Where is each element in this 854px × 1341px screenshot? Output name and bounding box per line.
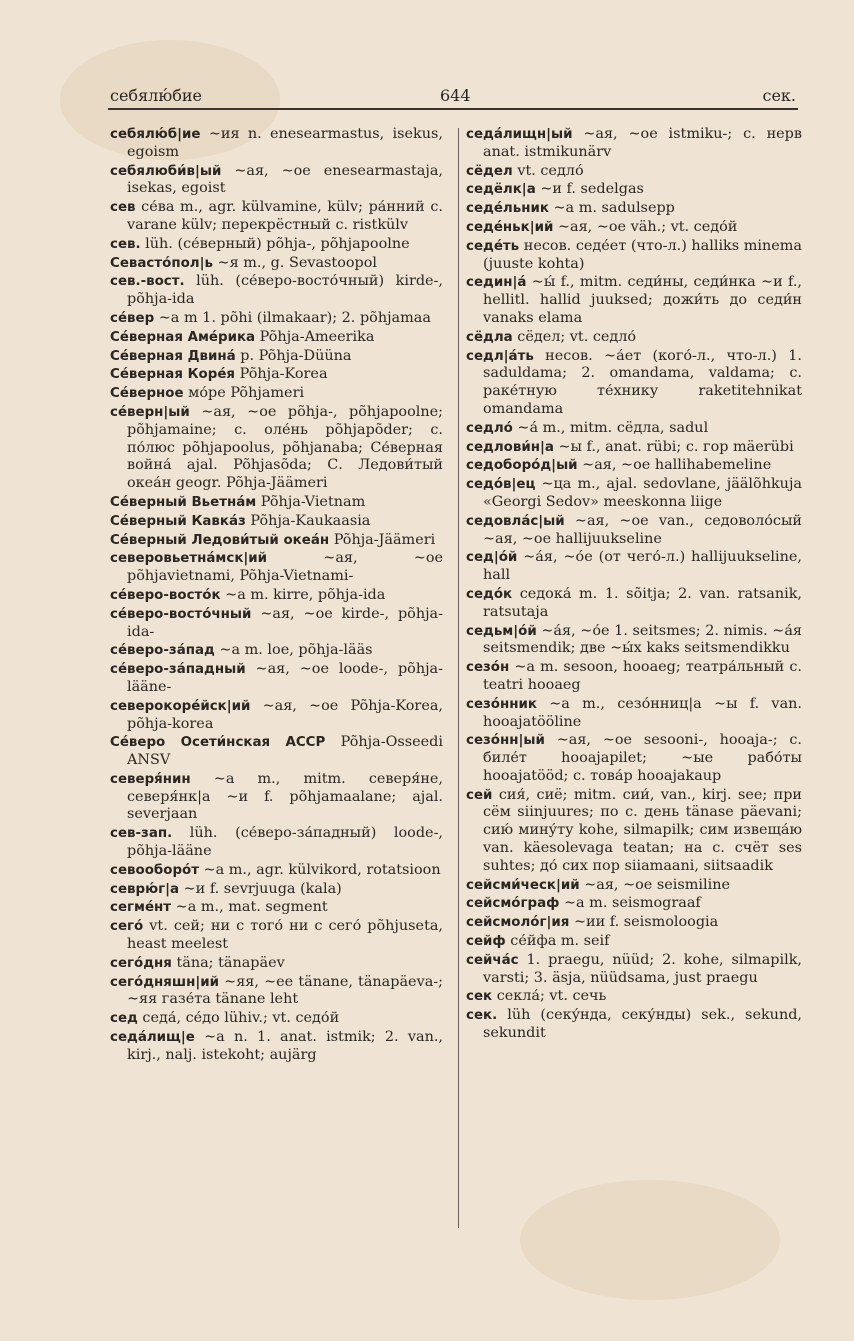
dictionary-entry [466, 623, 802, 659]
entry-definition: ∼а m. sadulsepp [553, 200, 675, 217]
entry-definition: ∼ая, ∼ое Põhja-Korea, põhja-korea [127, 697, 443, 732]
entry-headword: севооборо́т [110, 862, 199, 878]
dictionary-entry [466, 219, 802, 237]
entry-definition: täna; tänapäev [176, 954, 285, 971]
dictionary-entry [110, 385, 443, 403]
entry-definition: седа́, се́до lühiv.; vt. седо́й [142, 1010, 340, 1027]
entry-headword: северокоре́йск|ий [110, 698, 251, 714]
dictionary-entry [110, 734, 443, 770]
dictionary-entry [110, 550, 443, 586]
entry-definition: ∼а́я, ∼о́е 1. seitsmes; 2. nimis. ∼а́я seitsmendik; две ∼ы́х kaks seitsmendikku [483, 622, 803, 657]
dictionary-entry [466, 329, 802, 347]
entry-definition: ∼ы f., anat. rübi; с. гор mäerübi [558, 438, 794, 455]
dictionary-entry [110, 273, 443, 309]
entry-definition: ∼а m., mitm. северя́не, северя́нк|а ∼и f. põhjamaalane; ajal. severjaan [127, 770, 443, 823]
entry-definition: ∼ая, ∼ое istmiku-; с. нерв anat. istmikunärv [483, 126, 802, 160]
dictionary-entry [110, 974, 443, 1010]
entry-headword: сед|о́й [466, 550, 518, 566]
entry-headword: седёлк|а [466, 182, 536, 198]
entry-headword: Се́веро Осети́нская АССР [110, 735, 326, 751]
dictionary-entry [110, 236, 443, 254]
entry-definition: ∼ая, ∼ое põhja-, põhjapoolne; põhjamaine; с. оле́нь põhjapõder; с. по́люс põhjapoolus, põhjanaba; Се́верная война́ ajal. Põhjasõda; С. Ледови́тый океа́н geogr. Põhja-Jäämeri [127, 403, 443, 492]
entry-definition: Põhja-Vietnam [260, 493, 366, 510]
dictionary-entry [110, 587, 443, 605]
dictionary-entry [466, 914, 802, 932]
dictionary-entry [110, 955, 443, 973]
entry-headword: седо́в|ец [466, 477, 536, 493]
entry-definition: се́ва m., agr. külvamine, külv; ра́нний с. varane külv; перекрёстный с. ristkülv [127, 199, 444, 233]
dictionary-entry [110, 771, 443, 824]
dictionary-entry [110, 329, 443, 347]
entry-headword: Се́верный Ледови́тый океа́н [110, 532, 330, 548]
entry-headword: себялюби́в|ый [110, 163, 222, 179]
entry-headword: сезо́нник [466, 696, 537, 712]
entry-definition: несов. ∼а́ет (кого́-л., что-л.) 1. saduldama; 2. omandama, valdama; с. раке́тную те́хнику raketitehnikat omandama [483, 347, 802, 417]
entry-headword: Се́верная Аме́рика [110, 329, 256, 345]
entry-definition: ∼ая, ∼ое hallihabemeline [582, 457, 772, 474]
entry-definition: ∼а m 1. põhi (ilmakaar); 2. põhjamaa [158, 309, 431, 326]
dictionary-entry [110, 899, 443, 917]
dictionary-entry [466, 420, 802, 438]
entry-headword: сев-зап. [110, 826, 173, 842]
dictionary-entry [466, 586, 802, 622]
entry-definition: ∼а́ m., mitm. сёдла, sadul [517, 419, 709, 436]
entry-definition: сёдел; vt. седло́ [517, 328, 637, 345]
entry-definition: ∼яя, ∼ее tänane, tänapäeva-; ∼яя газе́та tänane leht [127, 973, 443, 1008]
entry-definition: lüh. (се́веро-за́падный) loode-, põhja-lääne [127, 825, 444, 860]
entry-headword: Се́верный Вьетна́м [110, 494, 257, 510]
dictionary-entry [110, 862, 443, 880]
dictionary-entry [466, 877, 802, 895]
entry-headword: Севасто́пол|ь [110, 255, 213, 271]
entry-definition: ∼ая, ∼ое kirde-, põhja-ida- [127, 605, 443, 640]
dictionary-entry [466, 274, 802, 327]
entry-headword: сейсмоло́г|ия [466, 915, 570, 931]
entry-headword: сейсмо́граф [466, 896, 560, 912]
dictionary-entry [110, 348, 443, 366]
entry-headword: сегме́нт [110, 900, 172, 916]
dictionary-entry [110, 606, 443, 642]
entry-definition: ∼а́я, ∼о́е (от чего́-л.) hallijuukseline, hall [483, 549, 802, 584]
entry-definition: ∼а m. loe, põhja-lääs [219, 642, 373, 659]
dictionary-entry [466, 348, 802, 419]
dictionary-entry [110, 494, 443, 512]
entry-headword: сек. [466, 1008, 498, 1024]
entry-definition: ∼ая, ∼ое enesearmastaja, isekas, egoist [127, 162, 443, 197]
entry-headword: Се́верная Коре́я [110, 367, 236, 383]
entry-definition: ∼ия n. enesearmastus, isekus, egoism [127, 126, 444, 160]
entry-definition: се́йфа m. seif [510, 933, 610, 950]
entry-headword: сей [466, 787, 493, 803]
entry-headword: се́верн|ый [110, 404, 190, 420]
entry-headword: седин|а́ [466, 275, 527, 291]
page-number: 644 [440, 86, 471, 105]
dictionary-entry [110, 513, 443, 531]
entry-headword: сего́дня [110, 955, 172, 971]
entry-headword: се́веро-за́падный [110, 662, 246, 678]
dictionary-entry [110, 825, 443, 861]
entry-headword: себялю́б|ие [110, 127, 201, 142]
entry-definition: Põhja-Korea [239, 366, 328, 383]
entry-definition: Põhja-Jäämeri [333, 531, 436, 548]
entry-definition: ∼ая, ∼ое seismiline [584, 876, 731, 893]
entry-headword: севрю́г|а [110, 881, 180, 897]
entry-headword: сего́ [110, 919, 144, 935]
dictionary-entry [466, 126, 802, 162]
entry-headword: седе́ньк|ий [466, 219, 554, 235]
entry-definition: ∼ца m., ajal. sedovlane, jäälõhkuja «Georgi Sedov» meeskonna liige [483, 476, 802, 510]
dictionary-entry [466, 952, 802, 988]
dictionary-entry [466, 549, 802, 585]
dictionary-entry [110, 881, 443, 899]
dictionary-entry [466, 787, 802, 876]
entry-definition: lüh. (се́веро-восто́чный) kirde-, põhja-ida [127, 273, 443, 308]
left-column [110, 126, 443, 1066]
entry-definition: p. Põhja-Düüna [240, 347, 352, 364]
dictionary-entry [110, 698, 443, 734]
entry-headword: седоборо́д|ый [466, 458, 578, 474]
entry-headword: сев.-вост. [110, 274, 185, 290]
entry-headword: сек [466, 989, 493, 1005]
entry-headword: северя́нин [110, 771, 191, 787]
entry-headword: Се́верный Кавка́з [110, 513, 246, 529]
dictionary-entry [110, 918, 443, 954]
header-guide-word-left: себялю́бие [110, 86, 203, 105]
entry-definition: ∼а m. seismograaf [563, 895, 701, 912]
entry-definition: Põhja-Kaukaasia [250, 512, 371, 529]
entry-definition: ∼ая, ∼ое sesooni-, hooaja-; с. биле́т hooajapilet; ∼ые рабо́ты hooajatööd; с. това́р hooajakaup [483, 732, 803, 784]
entry-headword: сёдел [466, 163, 513, 179]
dictionary-entry [110, 642, 443, 660]
right-column [466, 126, 802, 1044]
entry-definition: Põhja-Ameerika [259, 328, 375, 345]
entry-headword: сезо́нн|ый [466, 733, 545, 749]
entry-headword: седло́ [466, 420, 513, 436]
entry-definition: ∼ая, ∼ое loode-, põhja-lääne- [127, 661, 443, 695]
entry-headword: седовла́с|ый [466, 513, 565, 529]
dictionary-entry [466, 732, 802, 785]
page-header [110, 86, 796, 108]
entry-headword: сев. [110, 236, 141, 252]
entry-definition: lüh. (се́верный) põhja-, põhjapoolne [145, 235, 410, 252]
entry-headword: северовьетна́мск|ий [110, 551, 268, 567]
entry-definition: ∼ая, ∼ое põhjavietnami, Põhja-Vietnami- [127, 550, 443, 585]
entry-definition: ∼и f. sedelgas [540, 181, 644, 198]
dictionary-entry [110, 255, 443, 273]
entry-headword: седо́к [466, 586, 513, 602]
entry-definition: ∼ы́ f., mitm. седи́ны, седи́нка ∼и f., hellitl. hallid juuksed; дожи́ть до седи́н vanaks elama [483, 274, 803, 326]
header-guide-word-right: сек. [762, 86, 796, 105]
entry-headword: сезо́н [466, 660, 510, 676]
dictionary-entry [466, 1007, 802, 1043]
dictionary-entry [466, 696, 802, 732]
dictionary-entry [110, 404, 443, 493]
entry-definition: ∼а n. 1. anat. istmik; 2. van., kirj., nalj. istekoht; aujärg [127, 1029, 443, 1063]
entry-definition: 1. praegu, nüüd; 2. kohe, silmapilk, varsti; 3. äsja, nüüdsama, just praegu [483, 951, 802, 986]
dictionary-entry [466, 476, 802, 512]
dictionary-entry [110, 163, 443, 199]
entry-definition: ∼я m., g. Sevastoopol [217, 254, 378, 271]
dictionary-entry [110, 1029, 443, 1065]
column-divider [458, 128, 459, 1228]
dictionary-entry [110, 532, 443, 550]
entry-definition: vt. седло́ [517, 162, 584, 179]
entry-definition: ∼а m. sesoon, hooaeg; театра́льный с. teatri hooaeg [483, 659, 803, 693]
entry-definition: ∼а m. kirre, põhja-ida [225, 586, 386, 603]
entry-headword: седа́лищ|е [110, 1030, 195, 1046]
entry-definition: ∼а m., mat. segment [175, 899, 328, 916]
entry-definition: ∼а m., сезо́нниц|а ∼ы f. van. hooajatööline [483, 695, 802, 730]
dictionary-entry [466, 895, 802, 913]
dictionary-entry [110, 310, 443, 328]
dictionary-entry [466, 238, 802, 274]
entry-definition: ∼и f. sevrjuuga (kala) [183, 880, 342, 897]
dictionary-entry [110, 366, 443, 384]
entry-definition: Põhja-Osseedi ANSV [127, 734, 443, 769]
dictionary-entry [466, 181, 802, 199]
dictionary-entry [466, 457, 802, 475]
entry-headword: сего́дняшн|ий [110, 974, 220, 990]
entry-headword: се́веро-восто́чный [110, 606, 252, 622]
header-rule [108, 108, 798, 110]
entry-definition: ∼а m., agr. külvikord, rotatsioon [203, 861, 441, 878]
entry-headword: сёдла [466, 329, 513, 345]
entry-definition: ∼ии f. seismoloogia [573, 914, 719, 931]
entry-headword: се́вер [110, 310, 155, 326]
entry-definition: сия́, сиё; mitm. сии́, van., kirj. see; при сём siinjuures; по с. день tänase päevani; сию́ мину́ту kohe, silmapilk; сим извеща́ю van. käesolevaga teatan; на с. счёт ses suhtes; до́ сих пор siiamaani, siitsaadik [483, 786, 803, 874]
entry-headword: седе́льник [466, 201, 549, 217]
entry-definition: секла́; vt. сечь [496, 988, 607, 1005]
entry-definition: vt. сей; ни с того́ ни с сего́ põhjuseta, heast meelest [127, 918, 444, 953]
paper-stain [520, 1180, 780, 1300]
dictionary-entry [110, 126, 443, 162]
entry-definition: несов. седе́ет (что-л.) halliks minema (juuste kohta) [483, 237, 803, 272]
entry-headword: седл|а́ть [466, 348, 534, 364]
entry-definition: ∼ая, ∼ое väh.; vt. седо́й [557, 218, 738, 235]
entry-headword: се́веро-за́пад [110, 643, 215, 659]
entry-headword: седьм|о́й [466, 623, 537, 639]
entry-headword: Се́верное [110, 386, 184, 402]
entry-headword: седлови́н|а [466, 439, 554, 455]
entry-headword: седа́лищн|ый [466, 127, 573, 142]
entry-headword: се́веро-восто́к [110, 587, 221, 603]
entry-headword: сейча́с [466, 952, 519, 968]
dictionary-entry [110, 661, 443, 697]
dictionary-entry [466, 439, 802, 457]
entry-headword: Се́верная Двина́ [110, 348, 236, 364]
entry-definition: lüh (секу́нда, секу́нды) sek., sekund, sekundit [483, 1007, 802, 1042]
dictionary-entry [466, 933, 802, 951]
entry-headword: седе́ть [466, 238, 520, 254]
dictionary-entry [110, 1010, 443, 1028]
entry-headword: сев [110, 200, 136, 216]
entry-definition: мо́ре Põhjameri [188, 385, 305, 402]
entry-definition: ∼ая, ∼ое van., седоволо́сый ∼ая, ∼ое hallijuukseline [483, 512, 803, 547]
entry-headword: сейсми́ческ|ий [466, 877, 580, 893]
dictionary-entry [466, 659, 802, 695]
entry-definition: седока́ m. 1. sõitja; 2. van. ratsanik, ratsutaja [483, 585, 802, 620]
dictionary-entry [466, 988, 802, 1006]
entry-headword: сейф [466, 934, 506, 950]
dictionary-entry [110, 199, 443, 235]
dictionary-entry [466, 163, 802, 181]
dictionary-entry [466, 200, 802, 218]
dictionary-entry [466, 513, 802, 549]
entry-headword: сед [110, 1011, 138, 1027]
